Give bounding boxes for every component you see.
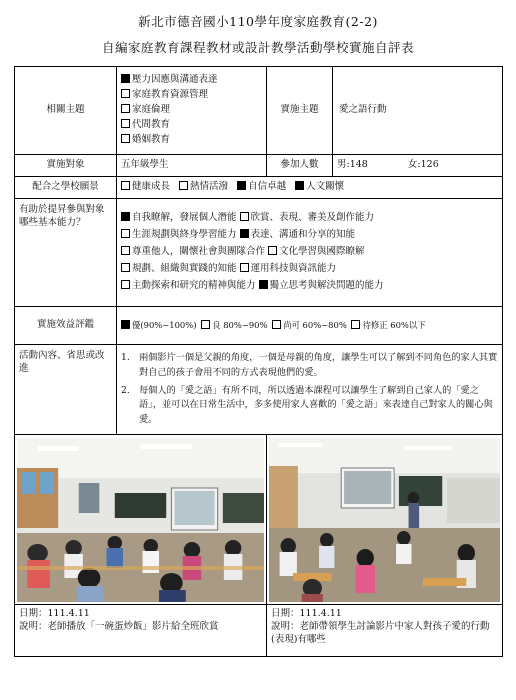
checkbox-icon[interactable] xyxy=(121,104,130,113)
checkbox-icon[interactable] xyxy=(121,280,130,289)
document-subtitle: 自編家庭教育課程教材或設計教學活動學校實施自評表 xyxy=(101,40,414,55)
photo-description: 說明：老師播放「一碗蛋炒飯」影片給全班欣賞 xyxy=(19,620,219,632)
female-count: 女:126 xyxy=(407,159,439,171)
checkbox-icon[interactable] xyxy=(259,280,268,289)
theme-option[interactable]: 壓力因應與溝通表達 xyxy=(121,74,262,87)
ability-line: 生涯規劃與終身學習能力 表達、溝通和分享的知能 xyxy=(121,229,498,242)
ability-line: 規劃、組織與實踐的知能 運用科技與資訊能力 xyxy=(121,263,498,276)
male-count: 男:148 xyxy=(337,159,368,171)
theme-option[interactable]: 婚姻教育 xyxy=(121,134,262,147)
vision-option[interactable]: 熱情活潑 xyxy=(179,181,228,194)
photo-date: 日期：111.4.11 xyxy=(19,608,90,619)
impl-theme-value: 愛之語行動 xyxy=(333,67,503,155)
content-label: 活動內容、省思或改進 xyxy=(15,345,117,435)
discussion-photo-image xyxy=(269,438,500,602)
photo-caption-left xyxy=(15,605,267,657)
target-value: 五年級學生 xyxy=(117,155,267,177)
vision-option[interactable]: 自信卓越 xyxy=(237,181,286,194)
checkbox-icon[interactable] xyxy=(121,181,130,190)
checkbox-icon[interactable] xyxy=(201,320,210,329)
photo-date: 日期：111.4.11 xyxy=(271,608,342,619)
eval-option[interactable]: 優(90%~100%) xyxy=(121,320,197,331)
checkbox-icon[interactable] xyxy=(121,212,130,221)
document-title: 新北市德音國小110學年度家庭教育(2-2) xyxy=(138,14,378,29)
checkbox-icon[interactable] xyxy=(121,74,130,83)
ability-line: 自我瞭解，發展個人潛能 欣賞、表現、審美及創作能力 xyxy=(121,212,498,225)
photo-description: 說明：老師帶領學生討論影片中家人對孩子愛的行動(表現)有哪些 xyxy=(271,620,490,645)
photo-caption-right xyxy=(267,605,503,657)
ability-line: 尊重他人，關懷社會與團隊合作 文化學習與國際瞭解 xyxy=(121,246,498,259)
content-item: 1. 兩個影片一個是父親的角度，一個是母親的角度，讓學生可以了解到不同角色的家人其實對自己的孩子會用不同的方式表現他們的愛。 xyxy=(121,352,498,378)
theme-option[interactable]: 家庭倫理 xyxy=(121,104,262,117)
checkbox-icon[interactable] xyxy=(121,89,130,98)
vision-option[interactable]: 人文關懷 xyxy=(295,181,344,194)
impl-theme-label: 實施主題 xyxy=(267,67,333,155)
checkbox-icon[interactable] xyxy=(240,229,249,238)
theme-option[interactable]: 家庭教育資源管理 xyxy=(121,89,262,102)
evaluation-form xyxy=(14,66,503,657)
checkbox-icon[interactable] xyxy=(121,320,130,329)
theme-option[interactable]: 代間教育 xyxy=(121,119,262,132)
eval-option[interactable]: 尚可 60%~80% xyxy=(272,320,347,331)
checkbox-icon[interactable] xyxy=(121,134,130,143)
checkbox-icon[interactable] xyxy=(179,181,188,190)
checkbox-icon[interactable] xyxy=(240,212,249,221)
checkbox-icon[interactable] xyxy=(121,263,130,272)
vision-option[interactable]: 健康成長 xyxy=(121,181,170,194)
photo-cell-left xyxy=(15,435,267,605)
count-label: 參加人數 xyxy=(267,155,333,177)
ability-options xyxy=(117,199,503,307)
checkbox-icon[interactable] xyxy=(295,181,304,190)
target-label: 實施對象 xyxy=(15,155,117,177)
classroom-photo xyxy=(17,438,264,602)
checkbox-icon[interactable] xyxy=(268,246,277,255)
content-item: 2. 每個人的「愛之語」有所不同，所以透過本課程可以讓學生了解到自己家人的「愛之語」，並可以在日常生活中，多多使用家人喜歡的「愛之語」來表達自己對家人的關心與愛。 xyxy=(121,384,493,426)
ability-line: 主動探索和研究的精神與能力 獨立思考與解決問題的能力 xyxy=(121,280,498,293)
content-body xyxy=(117,345,503,435)
eval-option[interactable]: 待修正 60%以下 xyxy=(351,320,425,331)
checkbox-icon[interactable] xyxy=(351,320,360,329)
checkbox-icon[interactable] xyxy=(121,229,130,238)
eval-option[interactable]: 良 80%~90% xyxy=(201,320,267,331)
photo-cell-right xyxy=(267,435,503,605)
classroom-photo-image xyxy=(17,438,264,602)
checkbox-icon[interactable] xyxy=(121,246,130,255)
checkbox-icon[interactable] xyxy=(240,263,249,272)
checkbox-icon[interactable] xyxy=(237,181,246,190)
eval-label: 實施效益評鑑 xyxy=(15,307,117,345)
checkbox-icon[interactable] xyxy=(121,119,130,128)
vision-label: 配合之學校願景 xyxy=(15,177,117,199)
checkbox-icon[interactable] xyxy=(272,320,281,329)
ability-label: 有助於提昇參與對象哪些基本能力？ xyxy=(15,199,117,307)
participant-count xyxy=(333,155,503,177)
theme-label: 相關主題 xyxy=(15,67,117,155)
discussion-photo xyxy=(269,438,500,602)
theme-options xyxy=(117,67,267,155)
vision-options xyxy=(117,177,503,199)
eval-options xyxy=(117,307,503,345)
